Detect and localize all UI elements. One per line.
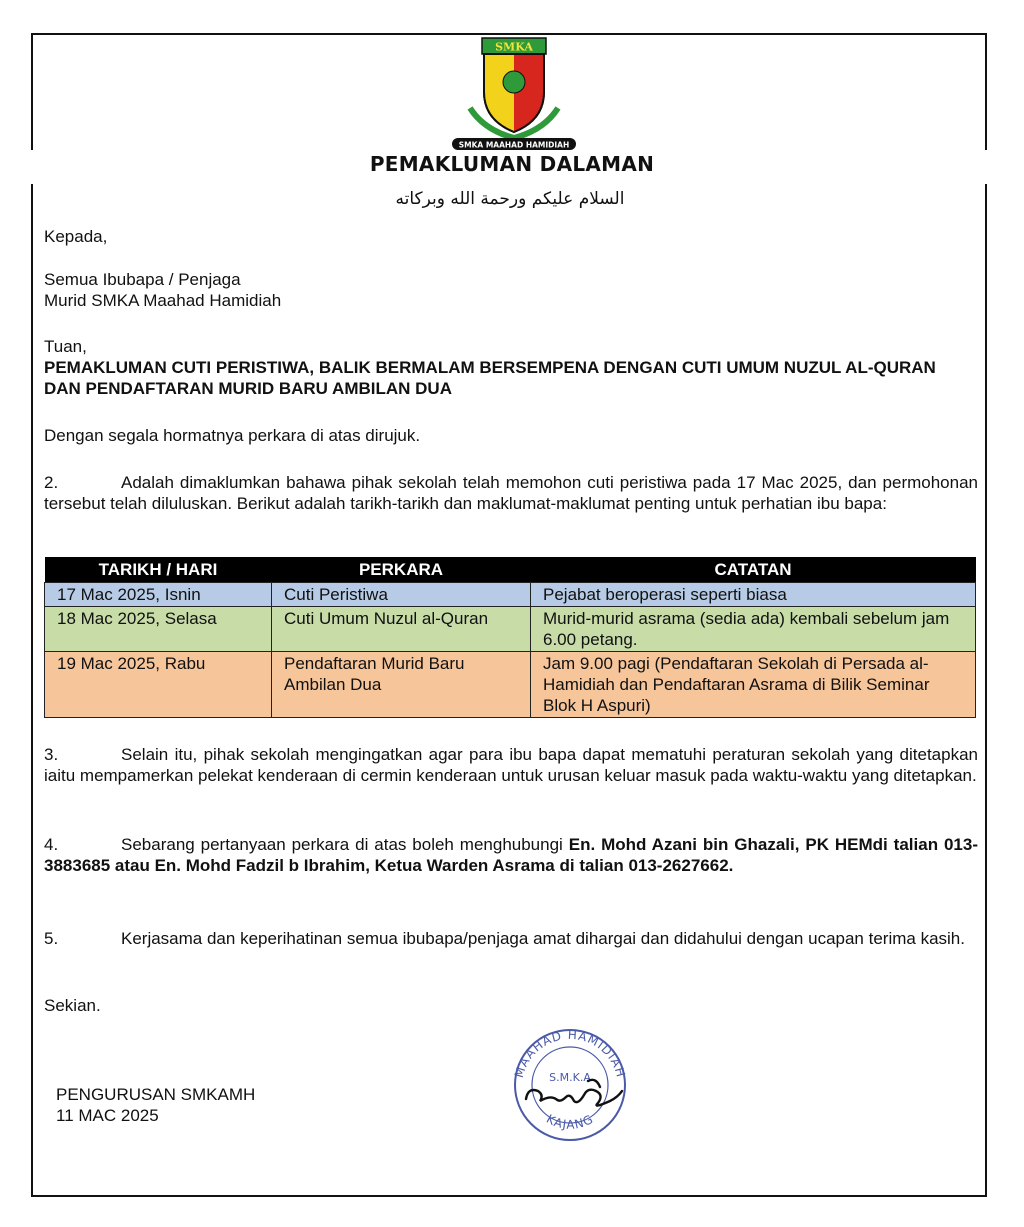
cell-date: 17 Mac 2025, Isnin: [45, 583, 272, 607]
school-logo: [440, 34, 590, 154]
closing-text: Sekian.: [44, 996, 101, 1015]
paragraph-5: [44, 928, 978, 949]
paragraph-4-text: Sebarang pertanyaan perkara di atas boleh menghubungi: [121, 835, 563, 854]
paragraph-2-text: Adalah dimaklumkan bahawa pihak sekolah telah memohon cuti peristiwa pada 17 Mac 2025, dan permohonan tersebut telah diluluskan. Berikut adalah tarikh-tarikh dan maklumat-maklumat penting untuk perhatian ibu bapa:: [44, 473, 978, 513]
header-catatan: CATATAN: [531, 557, 976, 583]
stamp-top-text: MAAHAD HAMIDIAH: [511, 1027, 629, 1080]
recipient-line-2: Murid SMKA Maahad Hamidiah: [44, 291, 282, 310]
cell-perkara: Pendaftaran Murid Baru Ambilan Dua: [272, 652, 531, 718]
table-row: [45, 583, 976, 607]
signoff-date: 11 MAC 2025: [56, 1106, 159, 1125]
table-row: [45, 607, 976, 652]
paragraph-2-number: 2.: [44, 473, 59, 492]
paragraph-2: [44, 472, 978, 514]
cell-date: 19 Mac 2025, Rabu: [45, 652, 272, 718]
paragraph-4-contacts: En. Mohd Azani bin Ghazali, PK HEMdi talian 013-3883685 atau En. Mohd Fadzil b Ibrahim, Ketua Warden Asrama di talian 013-2627662.: [44, 835, 978, 875]
cell-catatan: Jam 9.00 pagi (Pendaftaran Sekolah di Persada al-Hamidiah dan Pendaftaran Asrama di Bilik Seminar Blok H Aspuri): [531, 652, 976, 718]
paragraph-4: [44, 834, 978, 876]
signoff-org: PENGURUSAN SMKAMH: [56, 1085, 256, 1104]
paragraph-5-text: Kerjasama dan keperihatinan semua ibubapa/penjaga amat dihargai dan didahului dengan ucapan terima kasih.: [121, 929, 965, 948]
table-row: [45, 652, 976, 718]
intro-text: Dengan segala hormatnya perkara di atas dirujuk.: [44, 426, 421, 445]
info-table: [44, 557, 976, 718]
paragraph-3: [44, 744, 978, 786]
table-header-row: [45, 557, 976, 583]
logo-top-text: SMKA: [495, 40, 533, 54]
stamp-bottom-text: KAJANG: [544, 1111, 596, 1132]
cell-catatan: Murid-murid asrama (sedia ada) kembali sebelum jam 6.00 petang.: [531, 607, 976, 652]
header-perkara: PERKARA: [272, 557, 531, 583]
cell-perkara: Cuti Peristiwa: [272, 583, 531, 607]
logo-bottom-text: SMKA MAAHAD HAMIDIAH: [458, 140, 570, 150]
cell-perkara: Cuti Umum Nuzul al-Quran: [272, 607, 531, 652]
salutation: Tuan,: [44, 337, 87, 356]
paragraph-3-text: Selain itu, pihak sekolah mengingatkan agar para ibu bapa dapat mematuhi peraturan sekolah yang ditetapkan iaitu mempamerkan pelekat kenderaan di cermin kenderaan untuk urusan keluar masuk pada waktu-waktu yang ditetapkan.: [44, 745, 978, 785]
paragraph-4-number: 4.: [44, 835, 59, 854]
page-title: PEMAKLUMAN DALAMAN: [369, 152, 655, 176]
kepada-label: Kepada,: [44, 227, 108, 246]
recipient-line-1: Semua Ibubapa / Penjaga: [44, 270, 241, 289]
stamp-middle-text: S.M.K.A: [549, 1071, 591, 1084]
paragraph-5-number: 5.: [44, 929, 59, 948]
official-stamp: [500, 1025, 640, 1145]
cell-catatan: Pejabat beroperasi seperti biasa: [531, 583, 976, 607]
svg-text:KAJANG: [544, 1112, 596, 1132]
arabic-greeting: السلام عليكم ورحمة الله وبركاته: [395, 189, 625, 209]
header-tarikh: TARIKH / HARI: [45, 557, 272, 583]
cell-date: 18 Mac 2025, Selasa: [45, 607, 272, 652]
paragraph-3-number: 3.: [44, 745, 59, 764]
subject-heading: PEMAKLUMAN CUTI PERISTIWA, BALIK BERMALAM BERSEMPENA DENGAN CUTI UMUM NUZUL AL-QURAN DAN PENDAFTARAN MURID BARU AMBILAN DUA: [44, 358, 936, 398]
